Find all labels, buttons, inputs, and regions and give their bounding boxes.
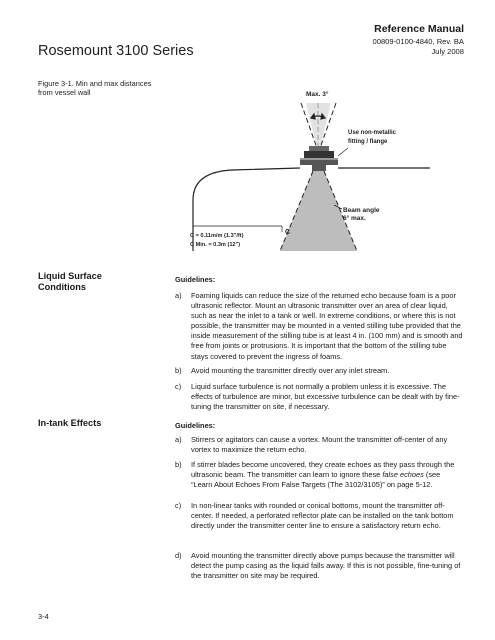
section-heading-in-tank-effects: In-tank Effects xyxy=(38,418,102,428)
section-heading-liquid-surface: Liquid Surface Conditions xyxy=(38,271,102,292)
list-item: c) In non-linear tanks with rounded or conical bottoms, mount the transmitter off-center. If needed, a perforated reflector plate can be installed on the tank bottom directly under the transmitter center line to ensure a satisfactory return echo. xyxy=(175,501,454,531)
list-item: d) Avoid mounting the transmitter directly above pumps because the transmitter will detect the pump casing as the liquid falls away. If this is not possible, fine-tuning of the transmitter on site may be required. xyxy=(175,551,461,581)
fitting-label-line2: fitting / flange xyxy=(348,139,388,145)
beam-angle-label-line2: 6° max. xyxy=(343,215,366,222)
manual-title: Reference Manual xyxy=(374,23,464,35)
max-angle-shade xyxy=(306,103,331,148)
max-angle-label: Max. 3° xyxy=(306,91,329,98)
c-label: C xyxy=(285,229,291,236)
guidelines-label: Guidelines: xyxy=(175,421,216,430)
document-date: July 2008 xyxy=(431,47,464,56)
beam-angle-label-line1: Beam angle xyxy=(343,207,380,214)
list-item: a) Foaming liquids can reduce the size of the returned echo because foam is a poor ultrasonic reflector. Mount an ultrasonic transmitter over an area of clear liquid, such as near the inlet to a tank or well. In extreme conditions, or where this is not possible, the transmitter may be mounted in a vented stilling tube provided that the inside measurement of the stilling tube is at least 4 in. (100 mm) and is smooth and free from joints or protrusions. It is important that the bottom of the stilling tube stays covered to prevent the ingress of foams. xyxy=(175,291,463,361)
guidelines-label: Guidelines: xyxy=(175,275,216,284)
reference-block xyxy=(373,22,464,57)
page-number: 3-4 xyxy=(38,612,49,621)
document-number: 00809-0100-4840, Rev. BA xyxy=(372,37,464,46)
fitting-label-line1: Use non-metallic xyxy=(348,130,397,136)
list-item: b) If stirrer blades become uncovered, they create echoes as they pass through the ultrasonic beam. The transmitter can learn to ignore these false echoes (see “Learn About Echoes From False Targets (The 3102/3105)” on page 5-12. xyxy=(175,460,455,490)
list-item: c) Liquid surface turbulence is not normally a problem unless it is excessive. The effects of turbulence are minor, but excessive turbulence can be dealt with by fine-tuning the transmitter on site, if necessary. xyxy=(175,382,460,412)
list-item: b) Avoid mounting the transmitter directly over any inlet stream. xyxy=(175,366,390,375)
c-dimension xyxy=(193,226,282,232)
figure-diagram xyxy=(140,82,430,252)
c-min-label: C Min. = 0.3m (12") xyxy=(190,242,241,248)
series-title: Rosemount 3100 Series xyxy=(38,43,194,59)
fitting-leader xyxy=(338,148,348,156)
transmitter-flange xyxy=(300,146,338,171)
c-ratio-label: C = 0.11m/m (1.3"/ft) xyxy=(190,233,244,239)
list-item: a) Stirrers or agitators can cause a vortex. Mount the transmitter off-center of any vortex to maximize the return echo. xyxy=(175,435,448,455)
figure-caption: Figure 3-1. Min and max distances from vessel wall xyxy=(38,79,152,97)
